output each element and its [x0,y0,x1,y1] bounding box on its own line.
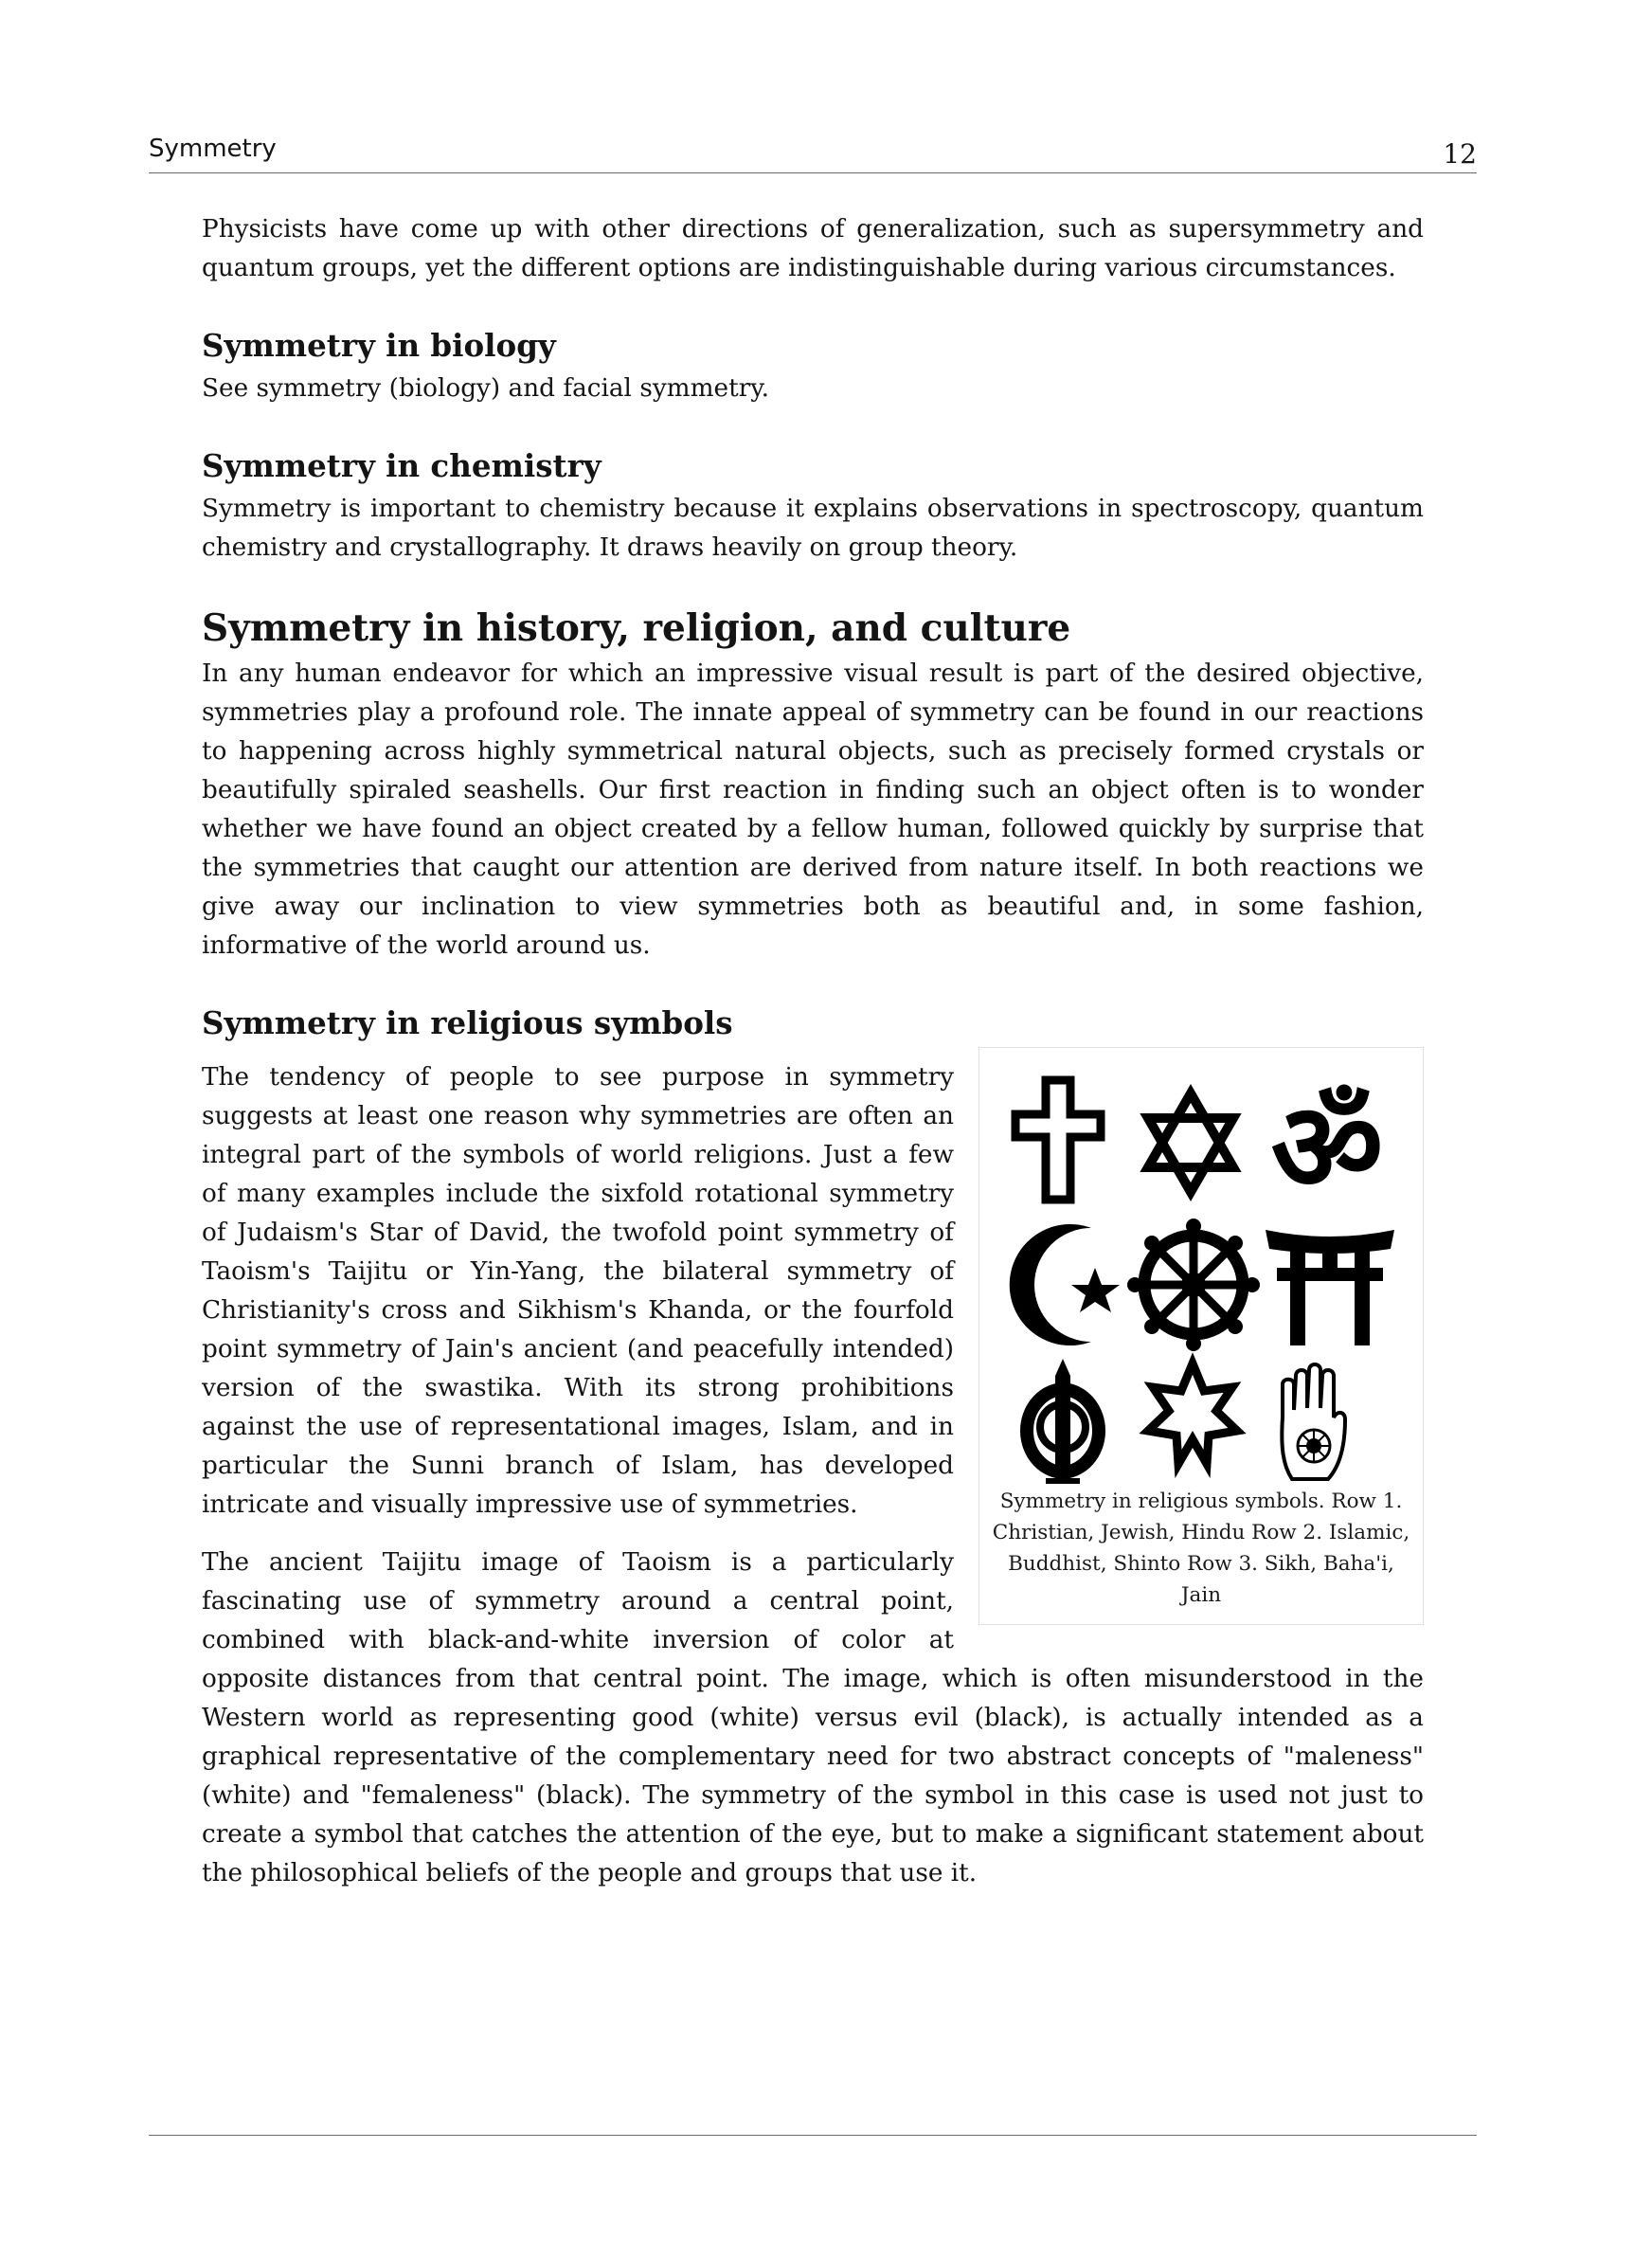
page-content [202,210,1424,1893]
running-header [149,135,1477,173]
christian-cross-icon [1015,1080,1101,1200]
history-paragraph: In any human endeavor for which an impressive visual result is part of the desired objective, symmetries play a profound role. The innate appeal of symmetry can be found in our reactions to happening across highly symmetrical natural objects, such as precisely formed crystals or beautifully spiraled seashells. Our first reaction in finding such an object often is to wonder whether we have found an object created by a fellow human, followed quickly by surprise that the symmetries that caught our attention are derived from nature itself. In both reactions we give away our inclination to view symmetries both as beautiful and, in some fashion, informative of the world around us. [202,659,1424,960]
footer-rule [149,2135,1477,2136]
biology-heading: Symmetry in biology [202,327,556,364]
figure-caption: Symmetry in religious symbols. Row 1. Christian, Jewish, Hindu Row 2. Islamic, Buddhist, Shinto Row 3. Sikh, Baha'i, Jain [992,1490,1410,1607]
om-icon [1271,1075,1384,1219]
dharma-wheel-icon [1127,1219,1260,1351]
biology-paragraph: See symmetry (biology) and facial symmetry. [202,374,769,403]
header-title: Symmetry [149,135,277,163]
chemistry-heading: Symmetry in chemistry [202,447,602,484]
torii-gate-icon [1266,1230,1394,1345]
chemistry-paragraph: Symmetry is important to chemistry because it explains observations in spectroscopy, quantum chemistry and crystallography. It draws heavily on group theory. [202,495,1424,562]
religious-symbols-figure [979,1047,1424,1625]
star-of-david-icon [1148,1093,1233,1192]
intro-paragraph: Physicists have come up with other directions of generalization, such as supersymmetry and quantum groups, yet the different options are indistinguishable during various circumstances. [202,215,1424,282]
page-number: 12 [1443,138,1477,170]
religious-heading: Symmetry in religious symbols [202,1004,733,1041]
khanda-icon [1027,1359,1099,1484]
religious-symbols-image [989,1057,1415,1484]
om-glyph: ॐ [1270,1075,1384,1219]
religious-paragraph-2: The ancient Taijitu image of Taoism is a particularly fascinating use of symmetry around a central point, combined with black-and-white inversion of color at opposite distances from that central point. The image, which is often misunderstood in the Western world as representing good (white) versus evil (black), is actually intended as a graphical representative of the complementary need for two abstract concepts of "maleness" (white) and "femaleness" (black). The symmetry of the symbol in this case is used not just to create a symbol that catches the attention of the eye, but to make a significant statement about the philosophical beliefs of the people and groups that use it. [202,1548,1424,1887]
crescent-and-star-icon [1010,1224,1120,1345]
religious-paragraph-1: The tendency of people to see purpose in symmetry suggests at least one reason why symmetries are often an integral part of the symbols of world religions. Just a few of many examples include the sixfold rotational symmetry of Judaism's Star of David, the twofold point symmetry of Taoism's Taijitu or Yin-Yang, the bilateral symmetry of Christianity's cross and Sikhism's Khanda, or the fourfold point symmetry of Jain's ancient (and peacefully intended) version of the swastika. With its strong prohibitions against the use of representational images, Islam, and in particular the Sunni branch of Islam, has developed intricate and visually impressive use of symmetries. [202,1063,954,1519]
nine-pointed-star-icon [1148,1363,1237,1464]
history-heading: Symmetry in history, religion, and culture [202,606,1071,650]
jain-hand-icon [1282,1364,1345,1479]
